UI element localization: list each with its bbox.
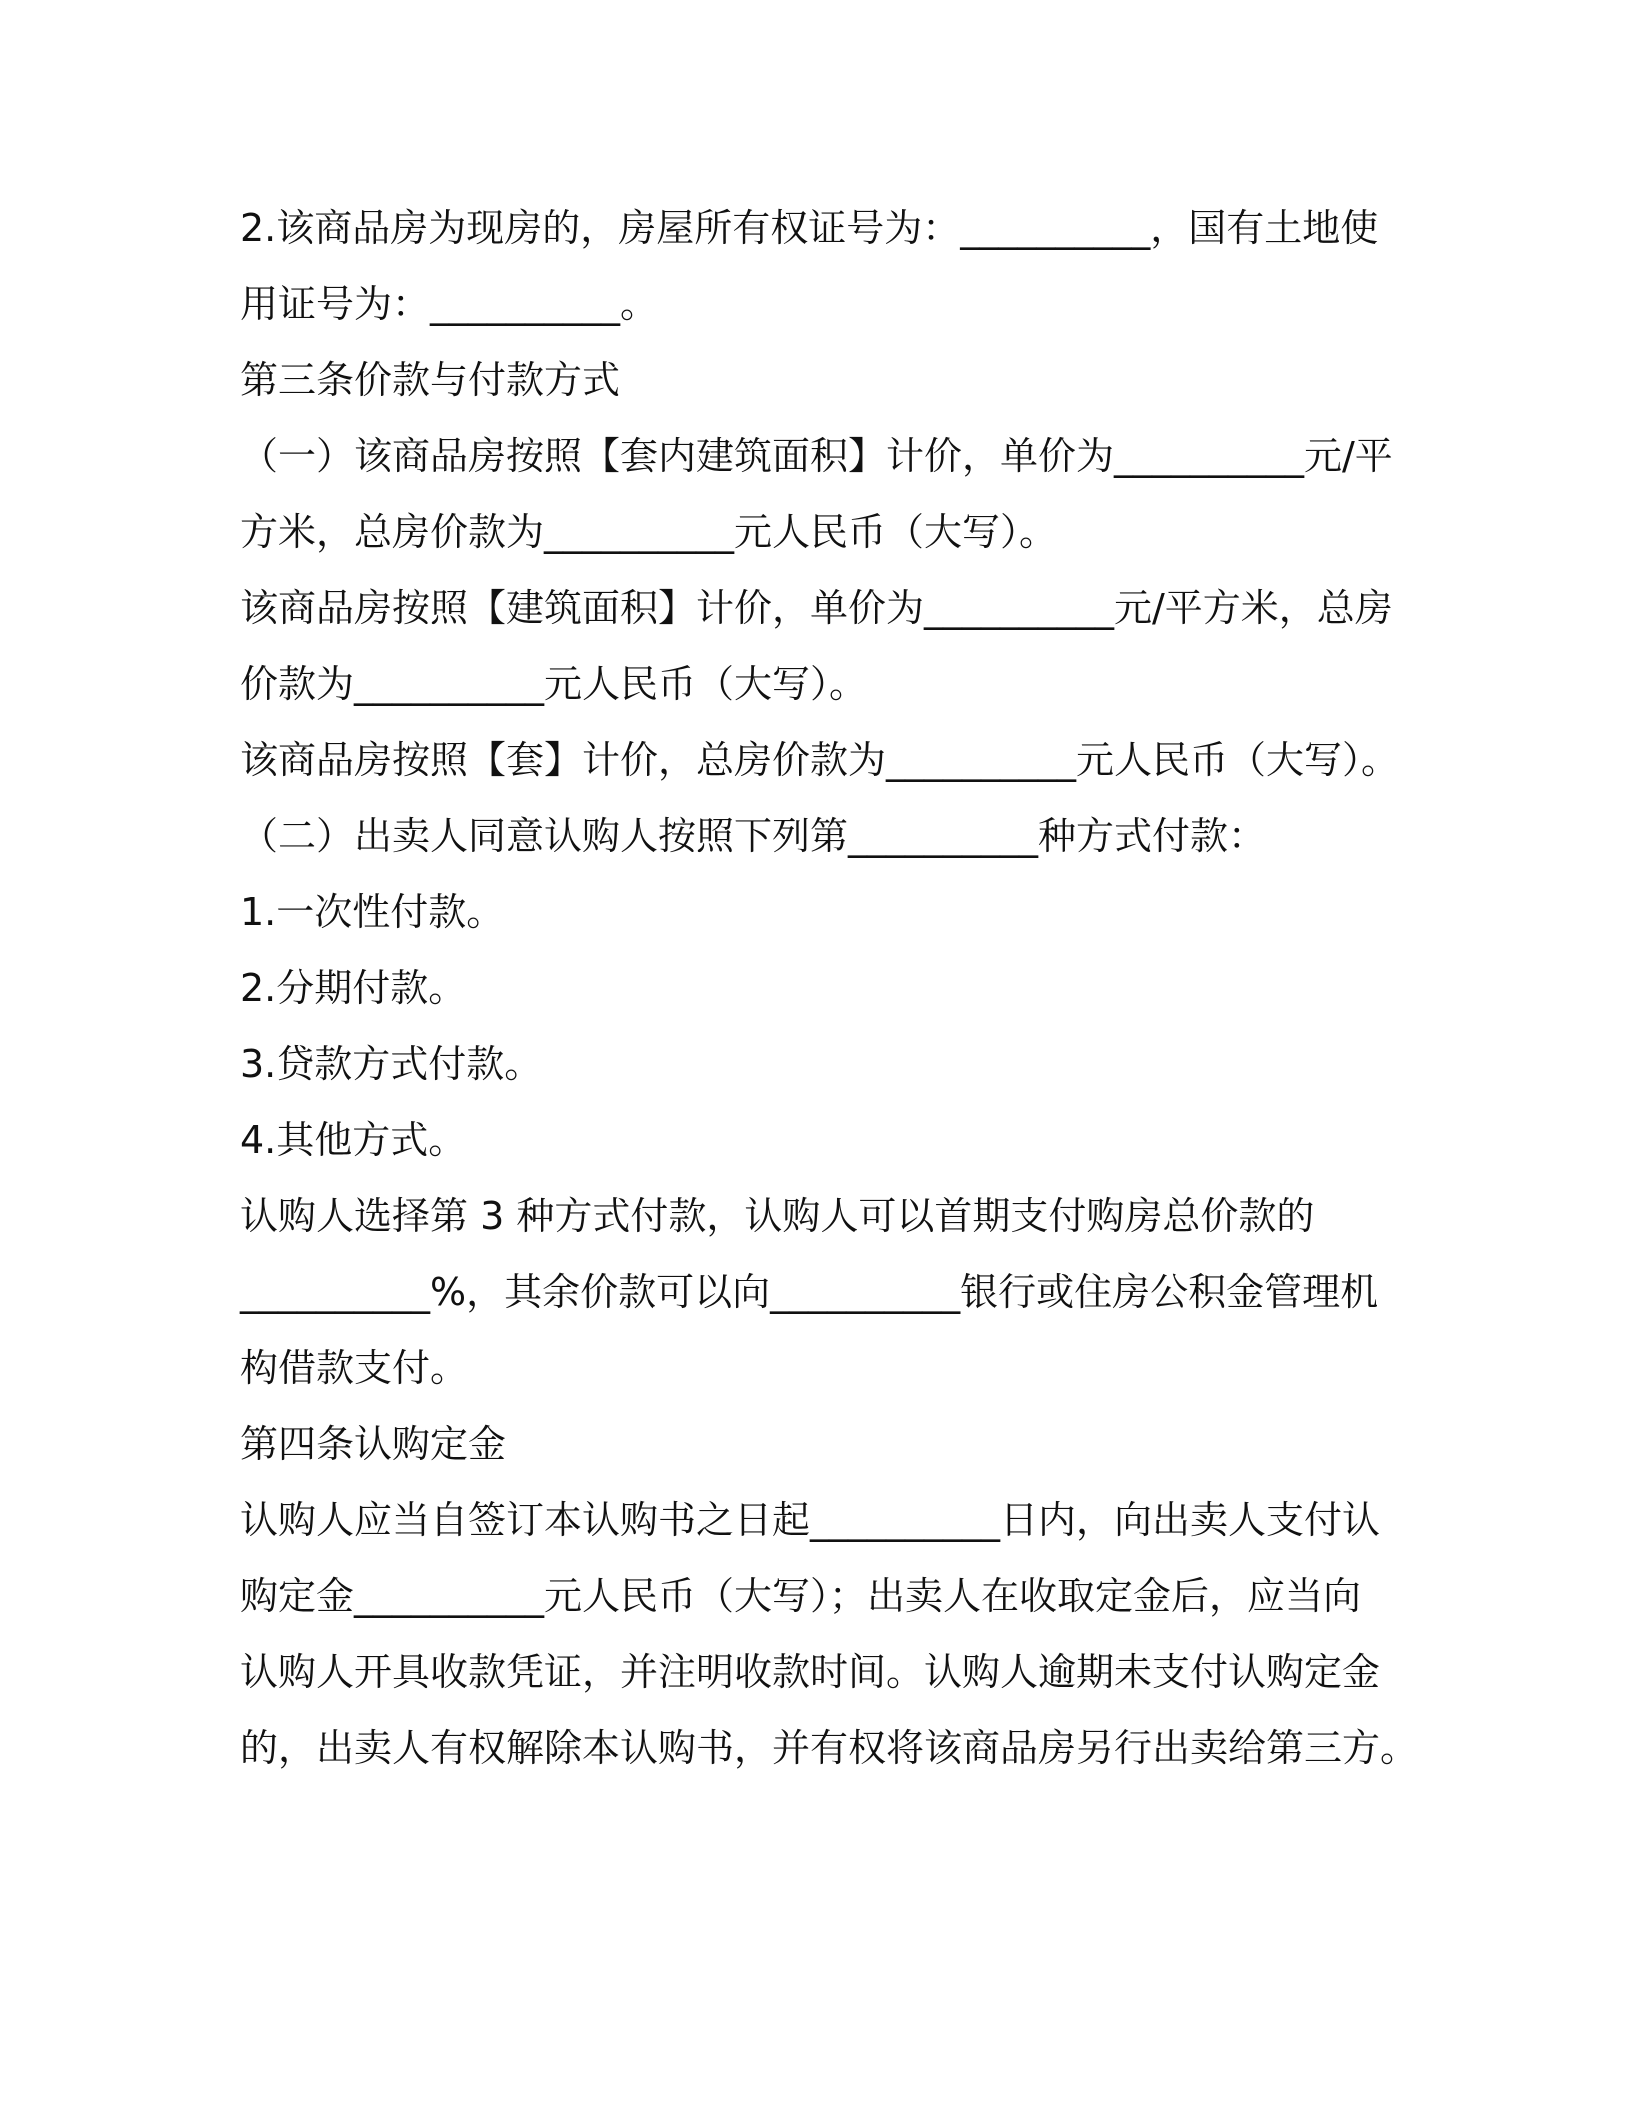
paragraph-line: __________%，其余价款可以向__________银行或住房公积金管理机 [240, 1270, 1379, 1314]
paragraph-line: 价款为__________元人民币（大写）。 [240, 662, 868, 706]
list-item: 1.一次性付款。 [240, 890, 505, 934]
paragraph-line: 认购人选择第 3 种方式付款，认购人可以首期支付购房总价款的 [240, 1194, 1315, 1238]
paragraph-line: 购定金__________元人民币（大写）；出卖人在收取定金后，应当向 [240, 1574, 1362, 1618]
paragraph-line: 方米，总房价款为__________元人民币（大写）。 [240, 510, 1058, 554]
list-item: 2.分期付款。 [240, 966, 467, 1010]
section-heading: 第三条价款与付款方式 [240, 358, 621, 402]
paragraph-line: （二）出卖人同意认购人按照下列第__________种方式付款： [240, 814, 1267, 858]
paragraph-line: （一）该商品房按照【套内建筑面积】计价，单价为__________元/平 [240, 434, 1393, 478]
paragraph-line: 构借款支付。 [240, 1346, 469, 1390]
paragraph-line: 该商品房按照【套】计价，总房价款为__________元人民币（大写）。 [240, 738, 1400, 782]
section-heading: 第四条认购定金 [240, 1422, 507, 1466]
list-item: 4.其他方式。 [240, 1118, 467, 1162]
paragraph-line: 2.该商品房为现房的，房屋所有权证号为：__________，国有土地使 [240, 206, 1379, 250]
paragraph-line: 认购人开具收款凭证，并注明收款时间。认购人逾期未支付认购定金 [240, 1650, 1381, 1694]
document-body [240, 190, 1419, 1786]
list-item: 3.贷款方式付款。 [240, 1042, 543, 1086]
paragraph-line: 的，出卖人有权解除本认购书，并有权将该商品房另行出卖给第三方。 [240, 1726, 1419, 1770]
paragraph-line: 认购人应当自签订本认购书之日起__________日内，向出卖人支付认 [240, 1498, 1381, 1542]
paragraph-line: 用证号为：__________。 [240, 282, 659, 326]
paragraph-line: 该商品房按照【建筑面积】计价，单价为__________元/平方米，总房 [240, 586, 1393, 630]
